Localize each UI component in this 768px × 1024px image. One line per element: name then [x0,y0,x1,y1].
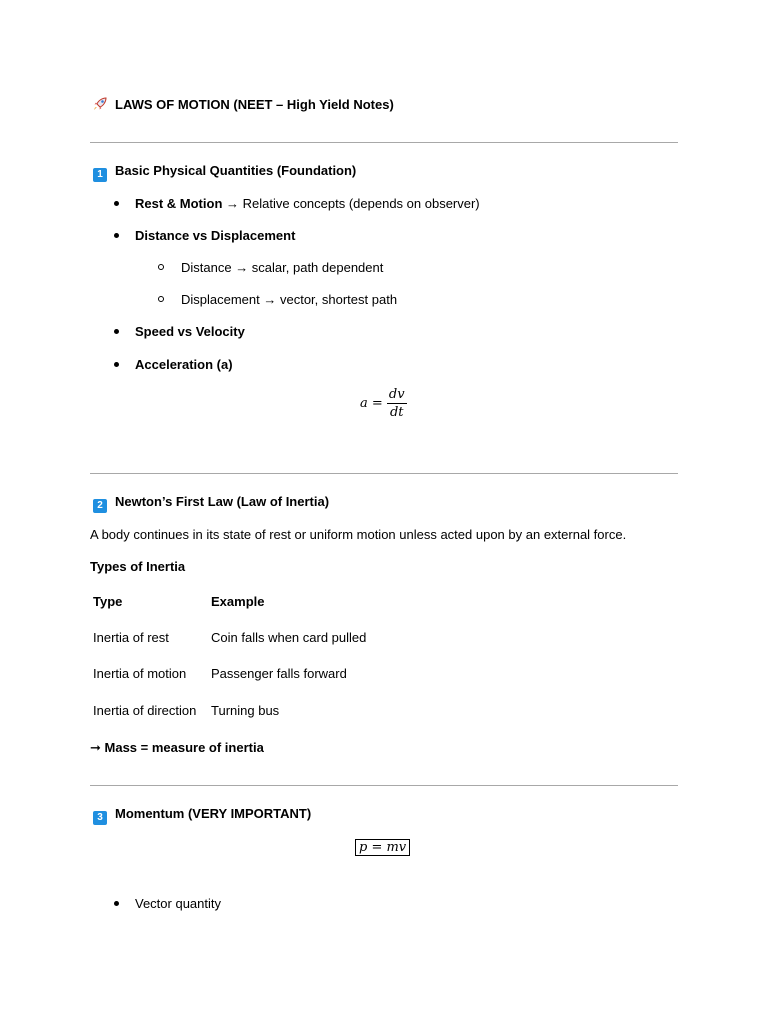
list-item-bold: Distance vs Displacement [135,228,296,243]
list-item [114,896,221,911]
number-badge-1: 1 [93,168,107,182]
table-cell: Turning bus [211,703,280,718]
fraction-denominator: dt [389,405,404,420]
list-item [114,357,233,372]
acceleration-formula [360,387,407,420]
table-cell: Inertia of direction [93,703,197,718]
types-of-inertia-heading: Types of Inertia [90,559,186,574]
list-item-bold: Acceleration (a) [135,357,233,372]
table-cell: Passenger falls forward [211,666,347,681]
sub-list-item-text: Distance → scalar, path dependent [181,260,384,275]
bullet-icon [114,233,119,238]
table-cell: Inertia of rest [93,630,169,645]
section-1-heading-text: Basic Physical Quantities (Foundation) [115,163,357,178]
boxed-formula: p = mv [355,839,410,856]
table-cell: Coin falls when card pulled [211,630,367,645]
page-title [92,96,394,112]
section-3-heading [93,806,311,825]
list-item-bold: Rest & Motion [135,196,223,211]
list-item [114,324,245,339]
section-2-heading [93,494,329,513]
mass-note: ➞ Mass = measure of inertia [90,740,264,755]
sub-list-item [158,260,383,275]
hollow-bullet-icon [158,296,164,302]
number-badge-3: 3 [93,811,107,825]
bullet-icon [114,901,119,906]
hollow-bullet-icon [158,264,164,270]
momentum-formula [355,840,410,855]
bullet-icon [114,201,119,206]
list-item-bold: Speed vs Velocity [135,324,245,339]
formula-lhs: a = [360,396,383,411]
number-badge-2: 2 [93,499,107,513]
sub-list-item-text: Displacement → vector, shortest path [181,292,398,307]
section-3-heading-text: Momentum (VERY IMPORTANT) [115,806,312,821]
table-header-example: Example [211,594,265,609]
list-item [114,196,480,211]
section-2-heading-text: Newton’s First Law (Law of Inertia) [115,494,330,509]
sub-list-item [158,292,397,307]
bullet-icon [114,329,119,334]
table-cell: Inertia of motion [93,666,187,681]
rocket-icon [92,96,108,112]
divider [90,142,678,143]
fraction-numerator: dv [388,387,405,402]
list-item [114,228,295,243]
bullet-icon [114,362,119,367]
fraction [387,387,407,420]
list-item-text: Vector quantity [135,896,221,911]
law-statement: A body continues in its state of rest or uniform motion unless acted upon by an external force. [90,527,627,542]
title-text: LAWS OF MOTION (NEET – High Yield Notes) [115,97,394,112]
list-item-text: → Relative concepts (depends on observer) [222,196,480,211]
divider [90,785,678,786]
table-header-type: Type [93,594,123,609]
divider [90,473,678,474]
section-1-heading [93,163,356,182]
